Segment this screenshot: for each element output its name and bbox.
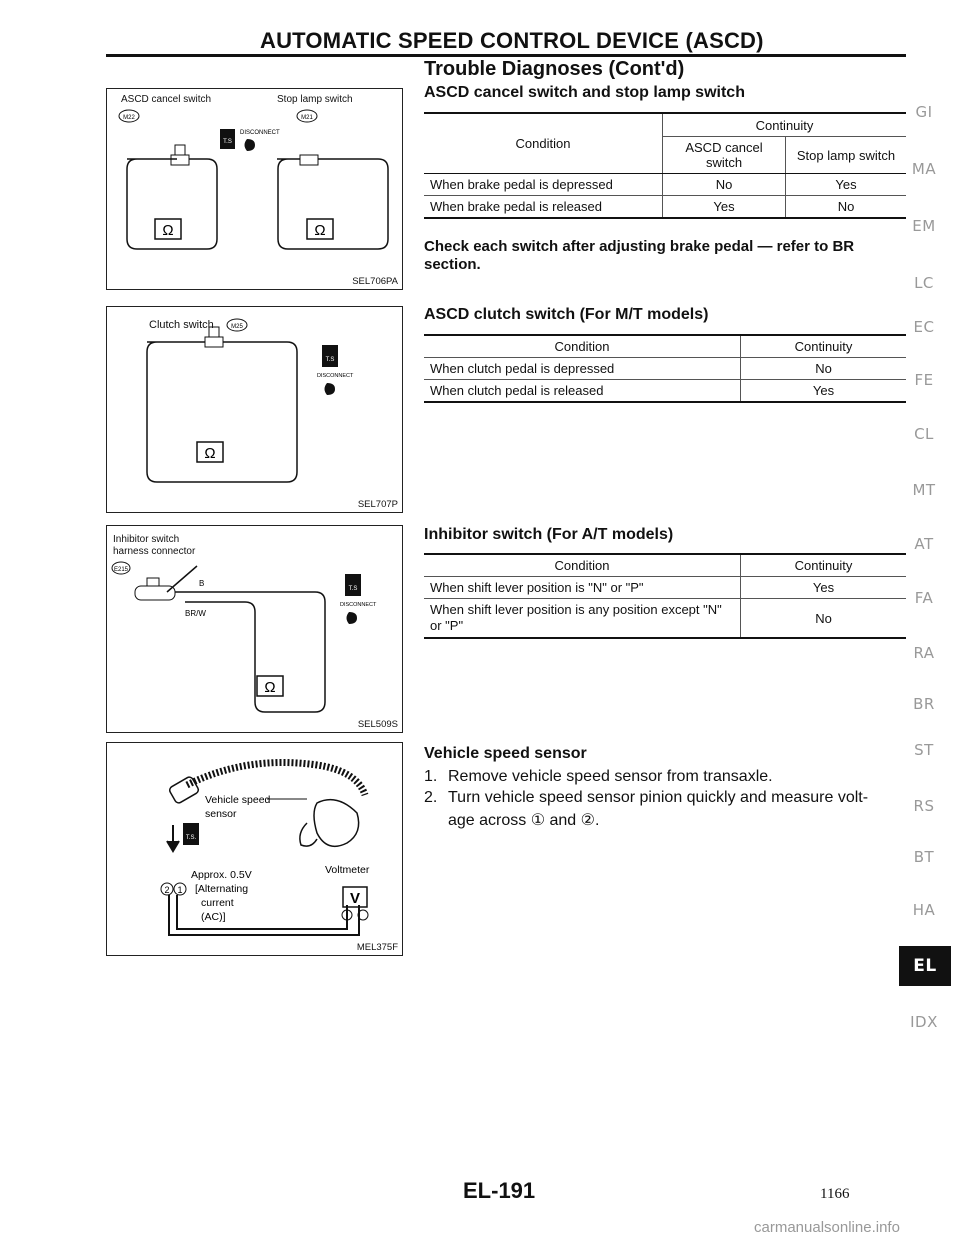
th-continuity: Continuity bbox=[741, 554, 907, 577]
table-cell: No bbox=[786, 196, 907, 219]
fig4-pin2: 2 bbox=[164, 885, 170, 895]
table-header-row bbox=[424, 335, 906, 358]
side-tab-ha[interactable]: HA bbox=[912, 901, 936, 919]
fig1-conn-right: M21 bbox=[301, 115, 313, 121]
table-header-row bbox=[424, 113, 906, 137]
inhibitor-table bbox=[424, 553, 906, 639]
figure-clutch-switch bbox=[106, 306, 403, 513]
fig1-label-left: ASCD cancel switch bbox=[121, 94, 212, 105]
fig2-conn: M25 bbox=[231, 324, 243, 330]
side-tab-bt[interactable]: BT bbox=[913, 848, 935, 866]
cancel-note-line2: section. bbox=[424, 256, 481, 273]
side-tab-fe[interactable]: FE bbox=[914, 371, 934, 389]
table-cell: When brake pedal is released bbox=[424, 196, 663, 219]
table-cell: Yes bbox=[663, 196, 786, 219]
table-cell: When shift lever position is any position except "N" or "P" bbox=[424, 599, 741, 639]
th-condition: Condition bbox=[424, 113, 663, 174]
cancel-note-line1: Check each switch after adjusting brake pedal — refer to BR bbox=[424, 238, 855, 255]
fig4-pin1: 1 bbox=[177, 885, 183, 895]
th-ascd-cancel-switch: ASCD cancel switch bbox=[663, 137, 786, 174]
figure-vehicle-speed-sensor bbox=[106, 742, 403, 956]
table-cell: When clutch pedal is depressed bbox=[424, 358, 741, 380]
th-continuity: Continuity bbox=[741, 335, 907, 358]
side-tab-br[interactable]: BR bbox=[913, 695, 935, 713]
fig3-code: SEL509S bbox=[357, 719, 398, 730]
table-row bbox=[424, 358, 906, 380]
fig4-sensor-line1: Vehicle speed bbox=[205, 794, 271, 806]
fig3-label-line2: harness connector bbox=[113, 546, 196, 557]
fig4-approx: Approx. 0.5V bbox=[191, 869, 252, 881]
fig1-diagram bbox=[107, 89, 402, 289]
page-title: AUTOMATIC SPEED CONTROL DEVICE (ASCD) bbox=[260, 28, 764, 53]
table-cell: When clutch pedal is released bbox=[424, 380, 741, 403]
fig2-ts: T.S bbox=[325, 357, 335, 363]
table-cell: When brake pedal is depressed bbox=[424, 174, 663, 196]
clutch-table bbox=[424, 334, 906, 403]
fig4-sensor-line2: sensor bbox=[205, 808, 237, 820]
fig1-ohm-left: Ω bbox=[162, 222, 174, 239]
side-tab-rs[interactable]: RS bbox=[913, 797, 935, 815]
fig2-code: SEL707P bbox=[357, 499, 398, 510]
fig3-label-line1: Inhibitor switch bbox=[113, 534, 180, 545]
cancel-table bbox=[424, 112, 906, 219]
fig3-wire-brw: BR/W bbox=[185, 609, 206, 618]
figure-cancel-stop-switch bbox=[106, 88, 403, 290]
section-vss-title: Vehicle speed sensor bbox=[424, 745, 587, 762]
fig4-ts: T.S. bbox=[185, 835, 197, 841]
side-tab-fa[interactable]: FA bbox=[914, 589, 934, 607]
table-row bbox=[424, 380, 906, 403]
fig4-alt2: current bbox=[201, 897, 234, 909]
fig1-conn-left: M22 bbox=[123, 115, 135, 121]
side-tab-ec[interactable]: EC bbox=[913, 318, 935, 336]
fig4-alt1: [Alternating bbox=[195, 883, 249, 895]
side-tab-ra[interactable]: RA bbox=[913, 644, 935, 662]
table-cell: No bbox=[741, 599, 907, 639]
side-tab-el[interactable]: EL bbox=[899, 946, 951, 986]
fig1-ts: T.S bbox=[223, 139, 232, 145]
table-row bbox=[424, 174, 906, 196]
table-cell: Yes bbox=[741, 577, 907, 599]
step-text: Remove vehicle speed sensor from transaxle. bbox=[448, 768, 773, 785]
figure-inhibitor-switch bbox=[106, 525, 403, 733]
table-header-row bbox=[424, 554, 906, 577]
table-row bbox=[424, 196, 906, 219]
step-number: 2. bbox=[424, 789, 438, 806]
section-cancel-title: ASCD cancel switch and stop lamp switch bbox=[424, 84, 745, 101]
fig3-ts: T.S bbox=[348, 586, 358, 592]
side-tab-ma[interactable]: MA bbox=[911, 160, 937, 178]
side-tab-em[interactable]: EM bbox=[912, 217, 936, 235]
side-tab-cl[interactable]: CL bbox=[914, 425, 934, 443]
fig3-ohm: Ω bbox=[264, 679, 276, 696]
fig4-v: V bbox=[349, 890, 361, 907]
side-tab-gi[interactable]: GI bbox=[915, 103, 933, 121]
fig1-ohm-right: Ω bbox=[314, 222, 326, 239]
side-tab-idx[interactable]: IDX bbox=[910, 1013, 938, 1031]
fig3-disconnect: DISCONNECT bbox=[340, 602, 377, 608]
section-clutch-title: ASCD clutch switch (For M/T models) bbox=[424, 306, 709, 323]
fig3-wire-b: B bbox=[199, 579, 205, 588]
fig1-label-right: Stop lamp switch bbox=[277, 94, 353, 105]
th-condition: Condition bbox=[424, 335, 741, 358]
header-rule bbox=[106, 54, 906, 57]
fig1-disconnect: DISCONNECT bbox=[240, 130, 280, 136]
section-inhibitor-title: Inhibitor switch (For A/T models) bbox=[424, 526, 674, 543]
fig2-diagram bbox=[107, 307, 402, 512]
table-cell: Yes bbox=[741, 380, 907, 403]
fig2-disconnect: DISCONNECT bbox=[317, 373, 354, 379]
page-code: EL-191 bbox=[463, 1178, 536, 1203]
step-number: 1. bbox=[424, 768, 438, 785]
side-tab-st[interactable]: ST bbox=[914, 741, 934, 759]
fig1-code: SEL706PA bbox=[352, 276, 398, 287]
th-condition: Condition bbox=[424, 554, 741, 577]
table-cell: No bbox=[741, 358, 907, 380]
table-cell: Yes bbox=[786, 174, 907, 196]
table-row bbox=[424, 577, 906, 599]
fig4-code: MEL375F bbox=[356, 942, 398, 953]
th-stop-lamp-switch: Stop lamp switch bbox=[786, 137, 907, 174]
watermark: carmanualsonline.info bbox=[754, 1219, 900, 1236]
fig2-ohm: Ω bbox=[204, 445, 216, 462]
fig3-conn: E215 bbox=[113, 567, 129, 573]
fig2-label: Clutch switch bbox=[149, 319, 214, 331]
page-subtitle: Trouble Diagnoses (Cont'd) bbox=[424, 58, 685, 80]
th-continuity: Continuity bbox=[663, 113, 907, 137]
step-text: Turn vehicle speed sensor pinion quickly and measure volt- bbox=[448, 789, 869, 806]
page-number: 1166 bbox=[820, 1186, 850, 1202]
side-tab-mt[interactable]: MT bbox=[912, 481, 936, 499]
table-row bbox=[424, 599, 906, 639]
fig4-voltmeter: Voltmeter bbox=[325, 864, 370, 876]
table-cell: When shift lever position is "N" or "P" bbox=[424, 577, 741, 599]
table-cell: No bbox=[663, 174, 786, 196]
step-text: age across ① and ②. bbox=[448, 812, 600, 829]
side-tab-at[interactable]: AT bbox=[914, 535, 934, 553]
fig3-diagram bbox=[107, 526, 402, 732]
side-tab-lc[interactable]: LC bbox=[914, 274, 934, 292]
fig4-diagram bbox=[107, 743, 402, 955]
fig4-alt3: (AC)] bbox=[201, 911, 226, 923]
